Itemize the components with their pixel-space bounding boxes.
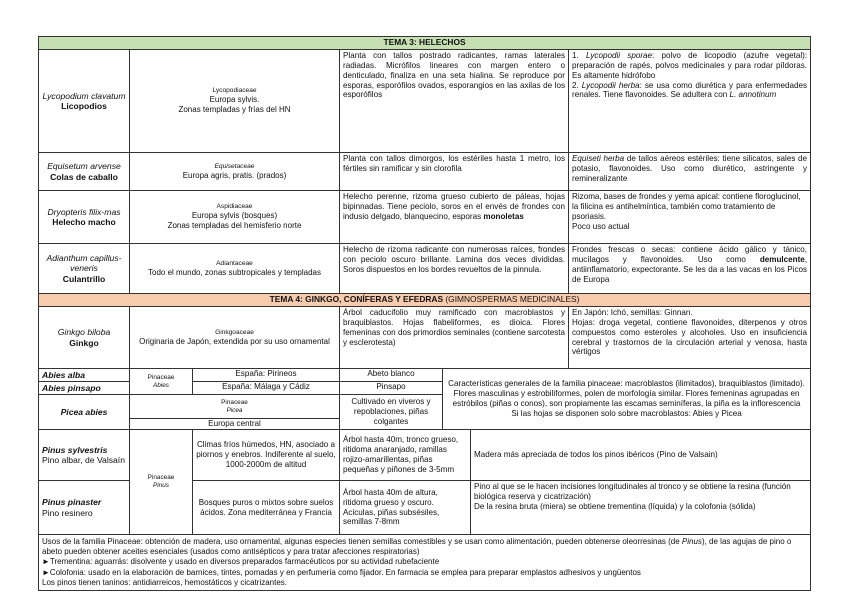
tema4-title-bold: TEMA 4: GINKGO, CONÍFERAS Y EFEDRAS xyxy=(269,294,444,304)
description: Planta con tallos dimorgos, los estériles hasta 1 metro, los fértiles sin ramificar y sin clorofila xyxy=(340,153,569,191)
distribution: Europa agris, pratis. (prados) xyxy=(182,170,287,180)
species-name-cell xyxy=(39,191,130,244)
description: Planta con tallos postrado radicantes, ramas laterales radiadas. Micrófilos lineares con margen entero o denticulado, finaliza en una seta hialina. Se reproduce por esporas, esporófilos ovados, esporangios en las axilas de los esporófilos xyxy=(340,50,569,153)
species-name-cell xyxy=(39,382,130,395)
family-name: Pinaceae xyxy=(221,398,248,406)
uses-cell xyxy=(569,244,811,294)
family-name: Equisetaceae xyxy=(214,162,255,170)
genus-name: Picea xyxy=(226,406,243,414)
drug-name: Lycopodii sporae xyxy=(586,51,653,60)
uses-text: En Japón: Ichó, semillas: Ginnan. xyxy=(572,308,693,317)
tema3-title: TEMA 3: HELECHOS xyxy=(39,37,811,50)
table-row xyxy=(39,50,811,153)
note-line: ►Trementina: aguarrás: disolvente y usado en diversos preparados farmacéuticos por su actividad rubefaciente xyxy=(42,557,440,567)
drug-name: Lycopodii herba xyxy=(581,80,640,90)
scientific-name: Ginkgo biloba xyxy=(57,327,111,338)
scientific-name: Pinus sylvestris xyxy=(42,444,108,455)
pinaceae-uses-notes xyxy=(39,535,811,591)
uses-text: Poco uso actual xyxy=(572,221,630,231)
family-name: Adiantaceae xyxy=(216,259,253,267)
pinaceae-general: Características generales de la familia pinaceae: macroblastos (ilimitados), braquiblastos (limitado). Flores masculinas y estrobiliformes, polen de morfología similar. Flores femeninas agrupadas en estróbilos (piñas o conos), son propiamente las escamas seminíferas, la piña es la inflorescencia xyxy=(448,379,805,408)
genus-name: Pinus xyxy=(153,482,169,489)
uses-text: Hojas: droga vegetal, contiene flavonoides, diterpenos y otros compuestos como esteroles y alcoholes. Uso en insuficiencia cerebral y trastornos de la circulación arterial y venosa, hasta vértigos xyxy=(572,317,808,357)
description: Helecho de rizoma radicante con numerosas raíces, frondes con peciolo oscuro brillante. Lamina dos veces divididas. Soros dispuestos en los bordes revueltos de la pinnula. xyxy=(340,244,569,294)
uses-text: De la resina bruta (miera) se obtiene trementina (líquida) y la colofonia (sólida) xyxy=(474,501,756,511)
uses-cell: 1. Lycopodii sporae: polvo de licopodio (azufre vegetal): preparación de rapés, polvos medicinales y para rodar píldoras. Es altamente hidrófobo 2. Lycopodii herba: se usa como diurética y para enfermedades renales. Tiene flavonoides. Se adultera con L. annotinum xyxy=(569,50,811,153)
scientific-name: Adianthum capillus-veneris xyxy=(46,252,122,274)
family-name: Aspidiaceae xyxy=(216,203,253,211)
adulterant-name: L. annotinum xyxy=(729,90,777,100)
common-name: Ginkgo xyxy=(69,337,99,348)
description-text: Helecho perenne, rizoma grueso cubierto de páleas, hojas bipinnadas. Tiene peciolo, soros en el envés de frondes con indusio delgado, blanquecino, esporas xyxy=(343,192,565,221)
distribution: Europa sylvis. xyxy=(209,95,260,105)
distribution: Europa central xyxy=(130,419,340,430)
common-name: Pinsapo xyxy=(340,382,443,395)
family-name: Ginkgoaceae xyxy=(215,328,254,336)
scientific-name: Pinus pinaster xyxy=(42,497,102,508)
table-row xyxy=(39,430,811,481)
uses-cell xyxy=(569,153,811,191)
table-row xyxy=(39,369,811,382)
family-cell xyxy=(130,50,340,153)
common-name: Culantrillo xyxy=(62,273,106,284)
family-cell xyxy=(130,153,340,191)
uses-text: , antiinflamatorio, expectorante. Se les da a las vacas en los Picos de Europa xyxy=(572,254,808,284)
species-name-cell xyxy=(39,430,130,481)
note-text: ), de las agujas de pino o abeto pueden obtener aceites esenciales (usados como antisépticos y para tratar afecciones respiratorias) xyxy=(42,537,792,557)
distribution: Europa sylvis (bosques) xyxy=(191,211,278,221)
family-name: Lycopodiaceae xyxy=(212,87,257,95)
description-bold: monoletas xyxy=(483,211,524,221)
uses-cell xyxy=(569,307,811,369)
common-name: Licopodios xyxy=(61,101,107,111)
scientific-name: Abies pinsapo xyxy=(42,382,101,393)
distribution: Todo el mundo, zonas subtropicales y templadas xyxy=(148,267,321,277)
description: Árbol hasta 40m, tronco grueso, ritidoma anaranjado, ramillas rojizo-amarillentas, piñas pequeñas y piñones de 3-5mm xyxy=(340,430,471,481)
description: Árbol caducifolio muy ramificado con macroblastos y braquiblastos. Hojas flabeliformes, es dioica. Flores femeninas con dos primordios seminales (contiene sarcotesta y esclerotesta) xyxy=(340,307,569,369)
description: Árbol hasta 40m de altura, ritidoma grueso y oscuro. Aciculas, piñas subsésiles, semillas 7-8mm xyxy=(340,481,471,535)
note-line: ►Colofonia: usado en la elaboración de barnices, tintes, pomadas y en perfumería como fijador. En farmacia se emplea para preparar emplastos adhesivos y ungüentos xyxy=(42,567,641,577)
table-row xyxy=(39,191,811,244)
distribution: Climas fríos húmedos, HN, asociado a piornos y enebros. Indiferente al suelo, 1000-2000m de altitud xyxy=(193,430,340,481)
species-name-cell xyxy=(39,395,130,430)
distribution: Originaria de Japón, extendida por su uso ornamental xyxy=(139,336,330,346)
family-name: Pinaceae xyxy=(147,373,175,381)
distribution: Bosques puros o mixtos sobre suelos ácidos. Zona mediterránea y Francia xyxy=(193,481,340,535)
uses-text: : polvo de licopodio (azufre vegetal): preparación de rapés, polvos medicinales y para rodar píldoras. Es altamente hidrófobo xyxy=(572,51,808,80)
family-cell xyxy=(130,369,193,395)
distribution: España: Málaga y Cádiz xyxy=(193,382,340,395)
scientific-name: Abies alba xyxy=(42,369,85,380)
species-name-cell xyxy=(39,153,130,191)
common-name: Pino albar, de Valsaín xyxy=(42,455,125,465)
scientific-name: Picea abies xyxy=(60,406,108,417)
note-genus: Pinus xyxy=(681,537,702,546)
species-name-cell xyxy=(39,481,130,535)
note-text: Usos de la familia Pinaceae: obtención de madera, uso ornamental, algunas especies tienen semillas comestibles y se usan como alimentación, pueden obtenerse oleorresinas (de xyxy=(42,537,682,546)
tema4-title xyxy=(39,294,811,307)
genus-name: Abies xyxy=(153,381,169,389)
table-row xyxy=(39,307,811,369)
common-name: Helecho macho xyxy=(52,217,116,227)
family-cell xyxy=(130,191,340,244)
uses-text: : se usa como diurética y para enfermedades renales. Tiene flavonoides. Se adultera con xyxy=(572,80,808,100)
uses-text: de tallos aéreos estériles: tiene silicatos, sales de potasio, flavonoides. Uso como diurético, astringente y remineralizante xyxy=(572,154,808,183)
uses-cell: Madera más apreciada de todos los pinos ibéricos (Pino de Valsain) xyxy=(471,430,811,481)
common-name: Pino resinero xyxy=(42,507,93,518)
species-name-cell xyxy=(39,244,130,294)
uses-cell xyxy=(471,481,811,535)
distribution: Zonas templadas y frías del HN xyxy=(178,105,291,115)
scientific-name: Lycopodium clavatum xyxy=(42,90,126,101)
distribution: España: Pirineos xyxy=(193,369,340,382)
scientific-name: Dryopteris filix-mas xyxy=(47,206,121,217)
description: Cultivado en viveros y repoblaciones, piñas colgantes xyxy=(340,395,443,430)
note-line: Los pinos tienen taninos: antidiarreicos, hemostáticos y cicatrizantes. xyxy=(42,577,288,587)
uses-text: Rizoma, bases de frondes y yema apical: contiene floroglucinol, la filicina es antihelmíntica, también como tratamiento de psoriasis. xyxy=(572,192,801,221)
notes-row xyxy=(39,535,811,591)
study-table xyxy=(38,36,811,591)
species-name-cell xyxy=(39,307,130,369)
family-cell xyxy=(130,395,340,419)
uses-bold: demulcente xyxy=(759,254,805,264)
common-name: Colas de caballo xyxy=(50,171,118,182)
uses-cell xyxy=(569,191,811,244)
pinaceae-general-2: Si las hojas se disponen solo sobre macroblastos: Abies y Picea xyxy=(511,408,742,418)
common-name: Abeto blanco xyxy=(340,369,443,382)
family-cell xyxy=(130,244,340,294)
uses-text: Pino al que se le hacen incisiones longitudinales al tronco y se obtiene la resina (función biológica reserva y cicatrización) xyxy=(474,482,791,501)
uses-text: Frondes frescas o secas: contiene ácido gálico y tánico, mucílagos y flavonoides. Uso como xyxy=(572,245,808,264)
note-line xyxy=(42,537,807,557)
table-row xyxy=(39,153,811,191)
family-cell xyxy=(130,430,193,535)
tema4-title-normal: (GIMNOSPERMAS MEDICINALES) xyxy=(443,294,580,304)
table-row xyxy=(39,244,811,294)
description xyxy=(340,191,569,244)
species-name-cell xyxy=(39,369,130,382)
scientific-name: Equisetum arvense xyxy=(47,161,121,172)
family-name: Pinaceae xyxy=(147,474,175,482)
summary-sheet xyxy=(38,36,810,591)
distribution: Zonas templadas del hemisferio norte xyxy=(167,221,302,231)
family-cell xyxy=(130,307,340,369)
pinaceae-general-cell xyxy=(443,369,811,430)
drug-name: Equiseti herba xyxy=(572,154,625,163)
species-name-cell xyxy=(39,50,130,153)
